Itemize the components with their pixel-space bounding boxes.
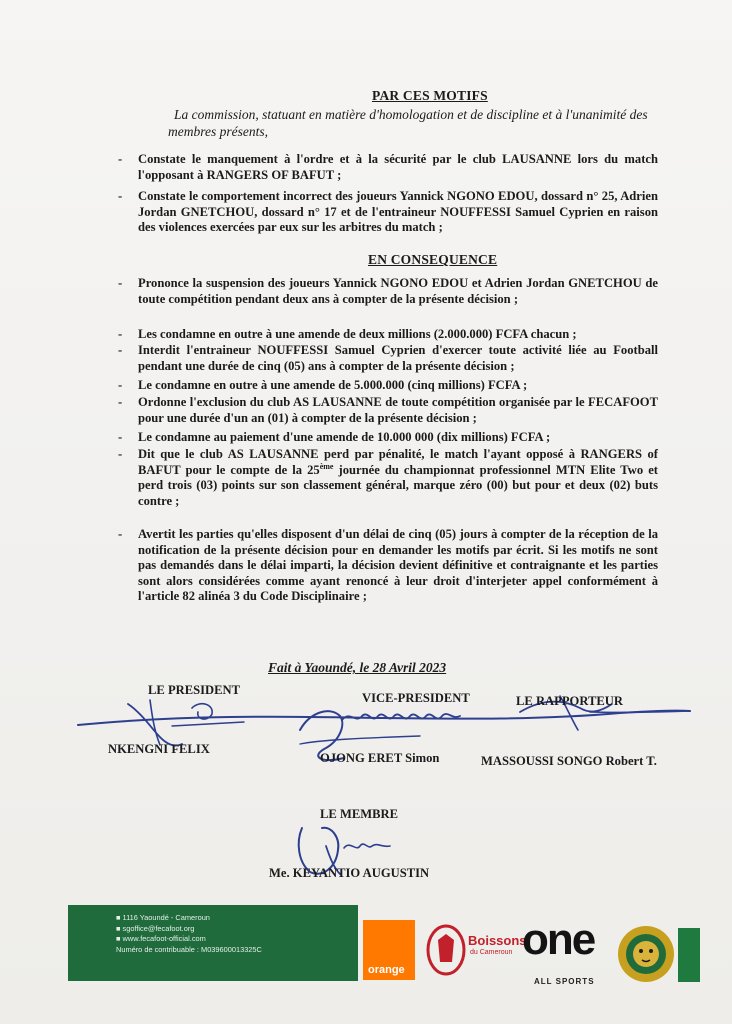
constat-text: Constate le manquement à l'ordre et à la sécurité par le club LAUSANNE lors du match l'opposant à RANGERS OF BAFUT ; (138, 152, 658, 182)
footer-tax-number: Numéro de contribuable : M039600013325C (116, 944, 262, 954)
boissons-logo-subtext: du Cameroun (470, 949, 513, 956)
bullet-dash: - (118, 527, 123, 541)
heading-par-ces-motifs: PAR CES MOTIFS (372, 88, 488, 103)
match-decision-before: Dit que le club AS LAUSANNE perd par pénalité, le match l'ayant opposé à RANGERS of BAFUT pour le compte de la 25 (138, 447, 658, 477)
lion-crest-icon (616, 922, 676, 986)
footer-contact-lines (116, 913, 262, 955)
bullet-dash: - (118, 152, 123, 166)
member-name: Me. KEYANTIO AUGUSTIN (269, 866, 430, 880)
member-role: LE MEMBRE (320, 807, 399, 821)
heading-en-consequence: EN CONSEQUENCE (368, 252, 498, 267)
decision-text: Le condamne au paiement d'une amende de 10.000 000 (dix millions) FCFA ; (138, 430, 551, 444)
vice-president-role: VICE-PRESIDENT (362, 691, 470, 705)
appeal-notice-text: Avertit les parties qu'elles disposent d'un délai de cinq (05) jours à compter de la réception de la notification de la présente décision pour en demander les motifs par écrit. Si les motifs ne sont pas demandés dans le délai imparti, la décision devient définitive et contraignante et les parties sont alors considérées comme ayant renoncé à leur droit d'interjeter appel conformément à l'article 82 alinéa 3 du Code Disciplinaire ; (138, 527, 658, 604)
footer-green-stripe (678, 928, 700, 982)
match-decision-after: journée du championnat professionnel MTN Elite Two et perd trois (03) points sur son classement général, marque zéro (00) but pour et deux (02) buts contre ; (138, 462, 658, 508)
orange-logo-text: orange (368, 964, 405, 976)
footer-address: ■ 1116 Yaoundé - Cameroun (116, 913, 210, 922)
boissons-emblem-icon (424, 922, 468, 978)
decision-text: Prononce la suspension des joueurs Yannick NGONO EDOU et Adrien Jordan GNETCHOU de toute compétition pendant deux ans à compter de la présente décision ; (138, 276, 658, 306)
bullet-dash: - (118, 430, 123, 444)
bullet-dash: - (118, 327, 123, 341)
decision-text: Le condamne en outre à une amende de 5.000.000 (cinq millions) FCFA ; (138, 378, 528, 392)
decision-text: Les condamne en outre à une amende de deux millions (2.000.000) FCFA chacun ; (138, 327, 577, 341)
mail-icon: ■ (116, 923, 123, 933)
bullet-dash: - (118, 447, 123, 461)
president-role: LE PRESIDENT (148, 683, 241, 697)
rapporteur-role: LE RAPPORTEUR (516, 694, 623, 708)
bullet-dash: - (118, 395, 123, 409)
bullet-dash: - (118, 378, 123, 392)
place-date: Fait à Yaoundé, le 28 Avril 2023 (268, 660, 447, 675)
pin-icon: ■ (116, 913, 123, 922)
bullet-dash: - (118, 189, 123, 203)
rapporteur-name: MASSOUSSI SONGO Robert T. (481, 754, 657, 768)
boissons-logo-text: Boissons (468, 933, 527, 948)
president-name: NKENGNI FELIX (108, 742, 210, 756)
bullet-dash: - (118, 276, 123, 290)
constat-text: Constate le comportement incorrect des joueurs Yannick NGONO EDOU, dossard n° 25, Adrien Jordan GNETCHOU, dossard n° 17 et de l'entraineur NOUFFESSI Samuel Cyprien en raison des violences exercées par eux sur les arbitres du match ; (138, 189, 658, 235)
footer-website: ■ www.fecafoot-official.com (116, 934, 206, 943)
preamble-paragraph: La commission, statuant en matière d'homologation et de discipline et à l'unanimité des membres présents, (168, 107, 648, 139)
footer-email: ■ sgoffice@fecafoot.org (116, 923, 195, 933)
decision-text: Interdit l'entraineur NOUFFESSI Samuel Cyprien d'exercer toute activité liée au Football pendant une durée de cinq (05) ans à compter de la présente décision ; (138, 343, 658, 373)
globe-icon: ■ (116, 934, 123, 943)
one-all-sports-subtext: ALL SPORTS (534, 977, 595, 986)
vice-president-name: OJONG ERET Simon (320, 751, 440, 765)
one-all-sports-logo: one (522, 915, 595, 964)
match-decision-sup: ème (319, 461, 334, 471)
bullet-dash: - (118, 343, 123, 357)
decision-text: Ordonne l'exclusion du club AS LAUSANNE de toute compétition organisée par le FECAFOOT pour une durée d'un an (01) à compter de la présente décision ; (138, 395, 658, 425)
